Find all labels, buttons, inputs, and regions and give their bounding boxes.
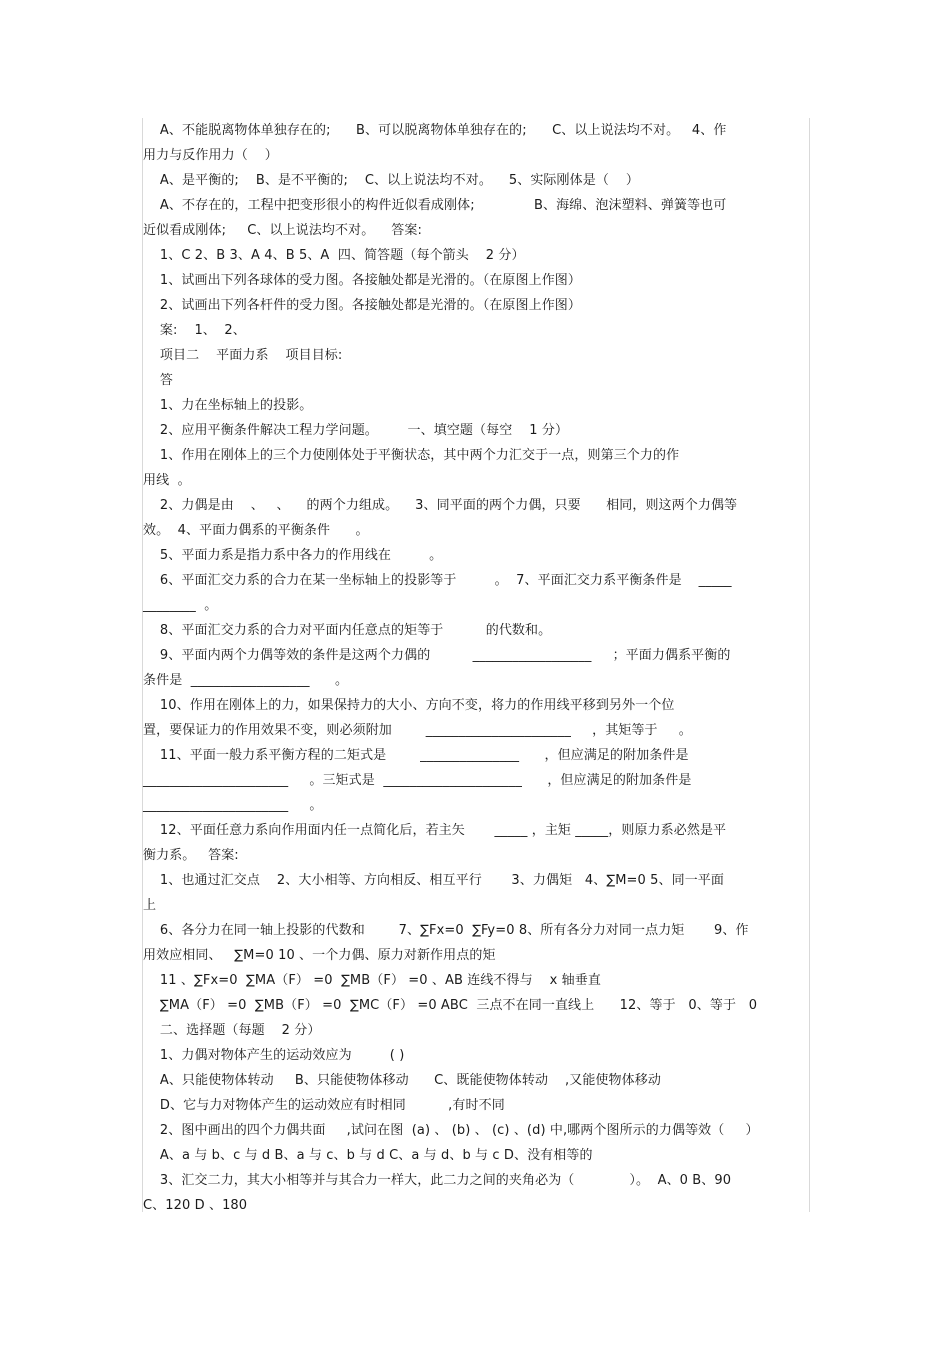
text-line: 3、汇交二力，其大小相等并与其合力一样大，此二力之间的夹角必为（ ）。 A、0 B、90 <box>143 1173 732 1188</box>
text-line: 用力与反作用力（ ） <box>143 148 278 163</box>
text-line: 上 <box>143 898 157 913</box>
text-line: A、a 与 b、c 与 d B、a 与 c、b 与 d C、a 与 d、b 与 c D、没有相等的 <box>143 1148 593 1163</box>
text-line: 项目二 平面力系 项目目标: <box>143 348 343 363</box>
text-line: 1、也通过汇交点 2、大小相等、方向相反、相互平行 3、力偶矩 4、∑M=0 5、同一平面 <box>143 873 725 888</box>
text-line: A、是平衡的; B、是不平衡的; C、以上说法均不对。 5、实际刚体是（ ） <box>143 173 639 188</box>
text-line: 2、试画出下列各杆件的受力图。各接触处都是光滑的。（在原图上作图） <box>143 298 582 313</box>
text-line: ______________________ 。 <box>143 798 323 813</box>
text-line: 条件是 __________________ 。 <box>143 673 349 688</box>
text-line: C、120 D 、180 <box>143 1198 248 1213</box>
text-line: 二、选择题（每题 2 分） <box>143 1023 321 1038</box>
text-line: A、不存在的，工程中把变形很小的构件近似看成刚体; B、海绵、泡沫塑料、弹簧等也可 <box>143 198 727 213</box>
text-line: 6、平面汇交力系的合力在某一坐标轴上的投影等于 。 7、平面汇交力系平衡条件是 _____ <box>143 573 732 588</box>
text-line: 用线 。 <box>143 473 191 488</box>
text-line: 2、图中画出的四个力偶共面 ,试问在图 (a) 、 (b) 、 (c) 、(d) 中,哪两个图所示的力偶等效（ ） <box>143 1123 759 1138</box>
text-line: 1、试画出下列各球体的受力图。各接触处都是光滑的。（在原图上作图） <box>143 273 582 288</box>
text-line: D、它与力对物体产生的运动效应有时相同 ,有时不同 <box>143 1098 505 1113</box>
text-line: 效。 4、平面力偶系的平衡条件 。 <box>143 523 369 538</box>
text-line: 11 、∑Fx=0 ∑MA（F） =0 ∑MB（F） =0 、AB 连线不得与 x 轴垂直 <box>143 973 601 988</box>
text-line: ∑MA（F） =0 ∑MB（F） =0 ∑MC（F） =0 ABC 三点不在同一直线上 12、等于 0、等于 0 <box>143 998 758 1013</box>
text-line: 衡力系。 答案: <box>143 848 239 863</box>
text-line: 11、平面一般力系平衡方程的二矩式是 _______________ ，但应满足的附加条件是 <box>143 748 689 763</box>
text-line: 2、应用平衡条件解决工程力学问题。 一、填空题（每空 1 分） <box>143 423 569 438</box>
text-line: 10、作用在刚体上的力，如果保持力的大小、方向不变，将力的作用线平移到另外一个位 <box>143 698 675 713</box>
text-line: ________ 。 <box>143 598 218 613</box>
document-body <box>143 118 807 1218</box>
text-line: 1、力偶对物体产生的运动效应为 ( ) <box>143 1048 405 1063</box>
text-line: 用效应相同、 ∑M=0 10 、一个力偶、原力对新作用点的矩 <box>143 948 496 963</box>
text-line: 2、力偶是由 、 、 的两个力组成。 3、同平面的两个力偶，只要 相同，则这两个力偶等 <box>143 498 738 513</box>
text-line: 6、各分力在同一轴上投影的代数和 7、∑Fx=0 ∑Fy=0 8、所有各分力对同一点力矩 9、作 <box>143 923 749 938</box>
text-line: 1、作用在刚体上的三个力使刚体处于平衡状态，其中两个力汇交于一点，则第三个力的作 <box>143 448 680 463</box>
text-line: 8、平面汇交力系的合力对平面内任意点的矩等于 的代数和。 <box>143 623 552 638</box>
text-line: 案: 1、 2、 <box>143 323 246 338</box>
text-line: 近似看成刚体; C、以上说法均不对。 答案: <box>143 223 422 238</box>
text-line: 12、平面任意力系向作用面内任一点简化后，若主矢 _____ ，主矩 _____，则原力系必然是平 <box>143 823 727 838</box>
text-line: ______________________ 。三矩式是 _____________________ ，但应满足的附加条件是 <box>143 773 692 788</box>
text-line: 答 <box>143 373 174 388</box>
text-line: A、不能脱离物体单独存在的; B、可以脱离物体单独存在的; C、以上说法均不对。 4、作 <box>143 123 727 138</box>
text-line: 1、C 2、B 3、A 4、B 5、A 四、简答题（每个箭头 2 分） <box>143 248 525 263</box>
text-line: 9、平面内两个力偶等效的条件是这两个力偶的 __________________ ；平面力偶系平衡的 <box>143 648 731 663</box>
text-line: 1、力在坐标轴上的投影。 <box>143 398 313 413</box>
text-line: A、只能使物体转动 B、只能使物体移动 C、既能使物体转动 ,又能使物体移动 <box>143 1073 661 1088</box>
text-line: 置，要保证力的作用效果不变，则必须附加 ______________________ ，其矩等于 。 <box>143 723 692 738</box>
text-line: 5、平面力系是指力系中各力的作用线在 。 <box>143 548 443 563</box>
